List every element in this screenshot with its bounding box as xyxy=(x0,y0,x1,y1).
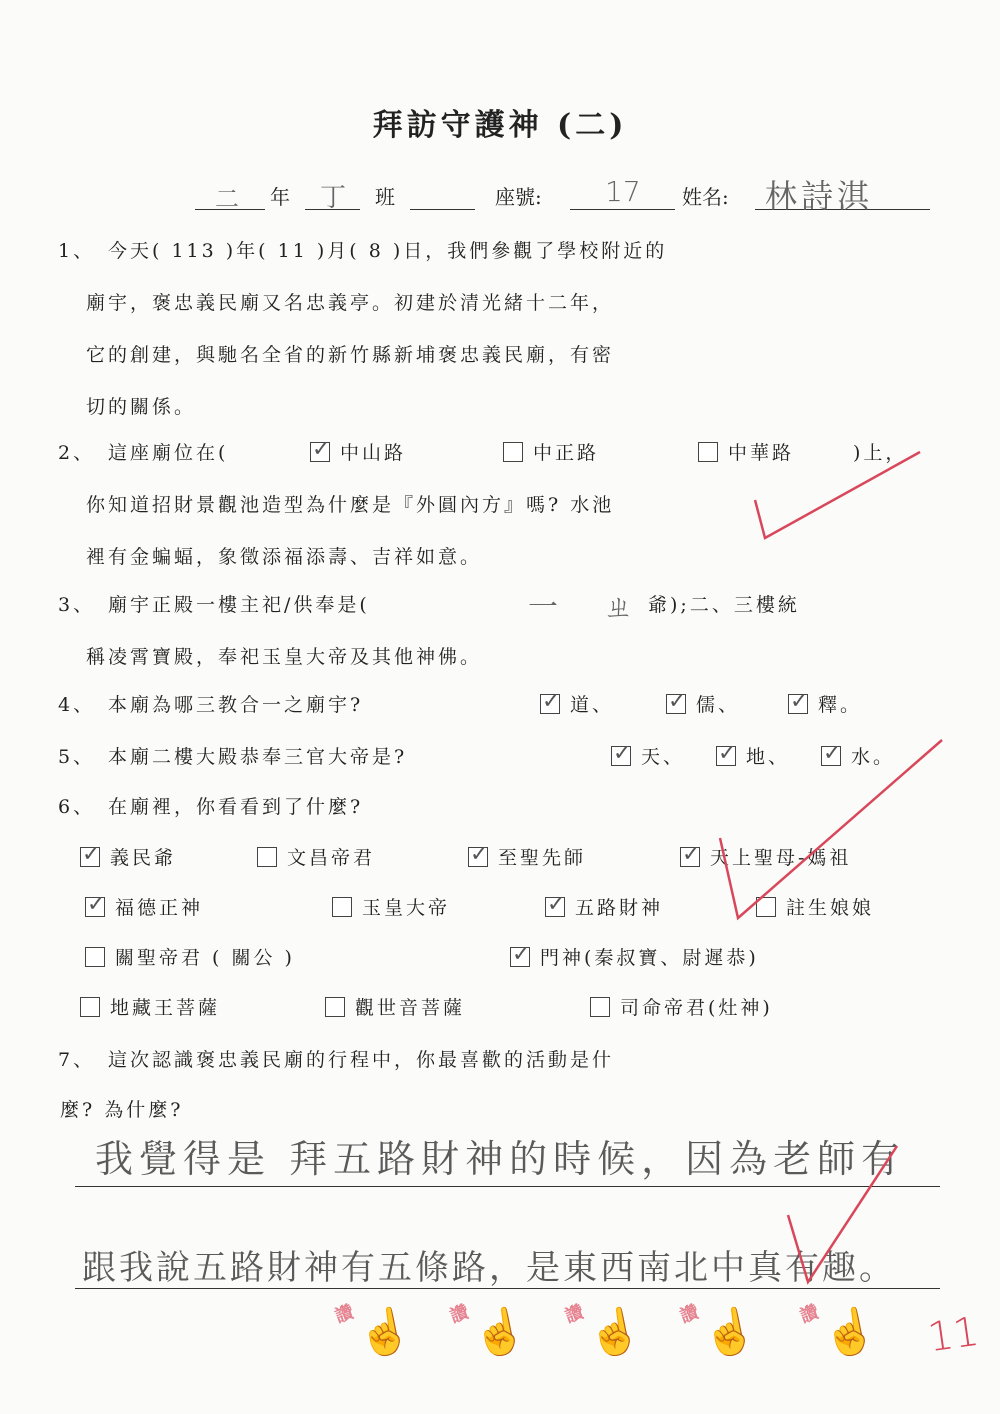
praise-stamp: 讚 ☝ xyxy=(562,1301,646,1363)
checkbox-checked[interactable] xyxy=(80,847,100,867)
thumbs-up-icon: ☝ xyxy=(583,1302,646,1363)
q6-option[interactable]: 關聖帝君 ( 關公 ) xyxy=(85,943,295,970)
seat-value: 17 xyxy=(605,175,641,208)
thumbs-up-icon: ☝ xyxy=(698,1302,761,1363)
praise-stamp: 讚 ☝ xyxy=(447,1301,531,1363)
q6-option[interactable]: ✓ 天上聖母-媽祖 xyxy=(680,843,851,870)
q4-option-1[interactable]: ✓ 道、 xyxy=(540,690,614,717)
q6-option[interactable]: ✓ 五路財神 xyxy=(545,893,663,920)
q7-answer-line-2: 跟我說五路財神有五條路，是東西南北中真有趣。 xyxy=(82,1248,896,1288)
q5-option-1[interactable]: ✓ 天、 xyxy=(611,742,685,769)
q4-text: 本廟為哪三教合一之廟宇? xyxy=(108,694,364,716)
q2-option-2[interactable]: 中正路 xyxy=(503,438,599,465)
q2-option-1[interactable]: ✓ 中山路 xyxy=(310,438,406,465)
checkbox-checked[interactable] xyxy=(611,746,631,766)
q6-option[interactable]: ✓ 門神(秦叔寶、尉遲恭) xyxy=(510,943,759,970)
checkbox-checked[interactable] xyxy=(666,694,686,714)
q7-number: 7、 xyxy=(58,1049,96,1071)
q6-option[interactable]: 文昌帝君 xyxy=(257,843,375,870)
checkbox-checked[interactable] xyxy=(716,746,736,766)
q6-option[interactable]: ✓義民爺 xyxy=(80,843,176,870)
praise-stamp: 讚 ☝ xyxy=(797,1301,881,1363)
q5-number: 5、 xyxy=(58,746,96,768)
q3-number: 3、 xyxy=(58,594,96,616)
class-value: 丁 xyxy=(320,183,347,213)
checkbox-checked[interactable] xyxy=(545,897,565,917)
praise-stamp: 讚 ☝ xyxy=(332,1301,416,1363)
checkbox-checked[interactable] xyxy=(468,847,488,867)
name-label: 姓名: xyxy=(682,185,729,209)
answer-line-2 xyxy=(75,1288,940,1289)
q4-number: 4、 xyxy=(58,694,96,716)
grade-value: 二 xyxy=(215,185,239,213)
q2-line-2: 你知道招財景觀池造型為什麼是『外圓內方』嗎? 水池 xyxy=(86,494,615,516)
class-label: 班 xyxy=(375,185,395,209)
q6-option[interactable]: ✓福德正神 xyxy=(85,893,203,920)
checkbox-checked[interactable] xyxy=(788,694,808,714)
q2-prefix: 這座廟位在( xyxy=(108,442,229,464)
q6-option[interactable]: 玉皇大帝 xyxy=(332,893,450,920)
answer-line-1 xyxy=(75,1186,940,1187)
checkbox-checked[interactable] xyxy=(510,947,530,967)
q6-option[interactable]: 註生娘娘 xyxy=(756,893,874,920)
q6-option[interactable]: 觀世音菩薩 xyxy=(325,993,465,1020)
checkbox[interactable] xyxy=(590,997,610,1017)
q4-option-3[interactable]: ✓ 釋。 xyxy=(788,690,862,717)
q3-answer: 一 ㄓ xyxy=(528,590,652,625)
q6-option[interactable]: ✓ 至聖先師 xyxy=(468,843,586,870)
q4-option-2[interactable]: ✓ 儒、 xyxy=(666,690,740,717)
checkbox[interactable] xyxy=(257,847,277,867)
checkbox[interactable] xyxy=(85,947,105,967)
checkbox-checked[interactable] xyxy=(540,694,560,714)
checkbox-checked[interactable] xyxy=(310,442,330,462)
q2-number: 2、 xyxy=(58,442,96,464)
checkbox[interactable] xyxy=(80,997,100,1017)
name-value: 林詩淇 xyxy=(765,177,874,215)
checkbox[interactable] xyxy=(332,897,352,917)
checkbox-checked[interactable] xyxy=(680,847,700,867)
checkbox[interactable] xyxy=(503,442,523,462)
q3-line-1b: 爺);二、三樓統 xyxy=(648,594,800,616)
q2-suffix: )上， xyxy=(853,442,908,464)
q1-line-4: 切的關係。 xyxy=(86,396,197,418)
q7-line-2: 麼? 為什麼? xyxy=(60,1099,184,1121)
thumbs-up-icon: ☝ xyxy=(468,1302,531,1363)
q3-line-1a: 廟宇正殿一樓主祀/供奉是( xyxy=(108,594,370,616)
checkbox-checked[interactable] xyxy=(85,897,105,917)
q6-text: 在廟裡，你看看到了什麼? xyxy=(108,796,364,818)
q6-option[interactable]: 司命帝君(灶神) xyxy=(590,993,773,1020)
blank-line xyxy=(410,179,475,210)
q1-line-1: 今天( 113 )年( 11 )月( 8 )日，我們參觀了學校附近的 xyxy=(108,240,668,262)
grade-label: 年 xyxy=(270,185,290,209)
q5-option-2[interactable]: ✓ 地、 xyxy=(716,742,790,769)
thumbs-up-icon: ☝ xyxy=(353,1302,416,1363)
q3-line-2: 稱凌霄寶殿，奉祀玉皇大帝及其他神佛。 xyxy=(86,646,483,668)
q7-answer-line-1: 我覺得是 拜五路財神的時候，因為老師有 xyxy=(95,1137,906,1181)
thumbs-up-icon: ☝ xyxy=(818,1302,881,1363)
q1-number: 1、 xyxy=(58,240,96,262)
praise-stamp: 讚 ☝ xyxy=(677,1301,761,1363)
q6-option[interactable]: 地藏王菩薩 xyxy=(80,993,220,1020)
seat-label: 座號: xyxy=(495,185,542,209)
checkbox[interactable] xyxy=(698,442,718,462)
checkbox-checked[interactable] xyxy=(821,746,841,766)
checkbox[interactable] xyxy=(756,897,776,917)
q5-text: 本廟二樓大殿恭奉三官大帝是? xyxy=(108,746,408,768)
page-title: 拜訪守護神 (二) xyxy=(372,108,628,143)
q7-line-1: 這次認識褒忠義民廟的行程中，你最喜歡的活動是什 xyxy=(108,1049,615,1071)
q5-option-3[interactable]: ✓ 水。 xyxy=(821,742,895,769)
q1-line-3: 它的創建，與馳名全省的新竹縣新埔褒忠義民廟，有密 xyxy=(86,344,615,366)
q1-line-2: 廟宇，褒忠義民廟又名忠義亭。初建於清光緒十二年， xyxy=(86,292,615,314)
checkbox[interactable] xyxy=(325,997,345,1017)
score-mark: 11 xyxy=(925,1308,982,1362)
student-info-row xyxy=(190,175,930,215)
q6-number: 6、 xyxy=(58,796,96,818)
q2-line-3: 裡有金蝙蝠，象徵添福添壽、吉祥如意。 xyxy=(86,546,483,568)
q2-option-3[interactable]: 中華路 xyxy=(698,438,794,465)
